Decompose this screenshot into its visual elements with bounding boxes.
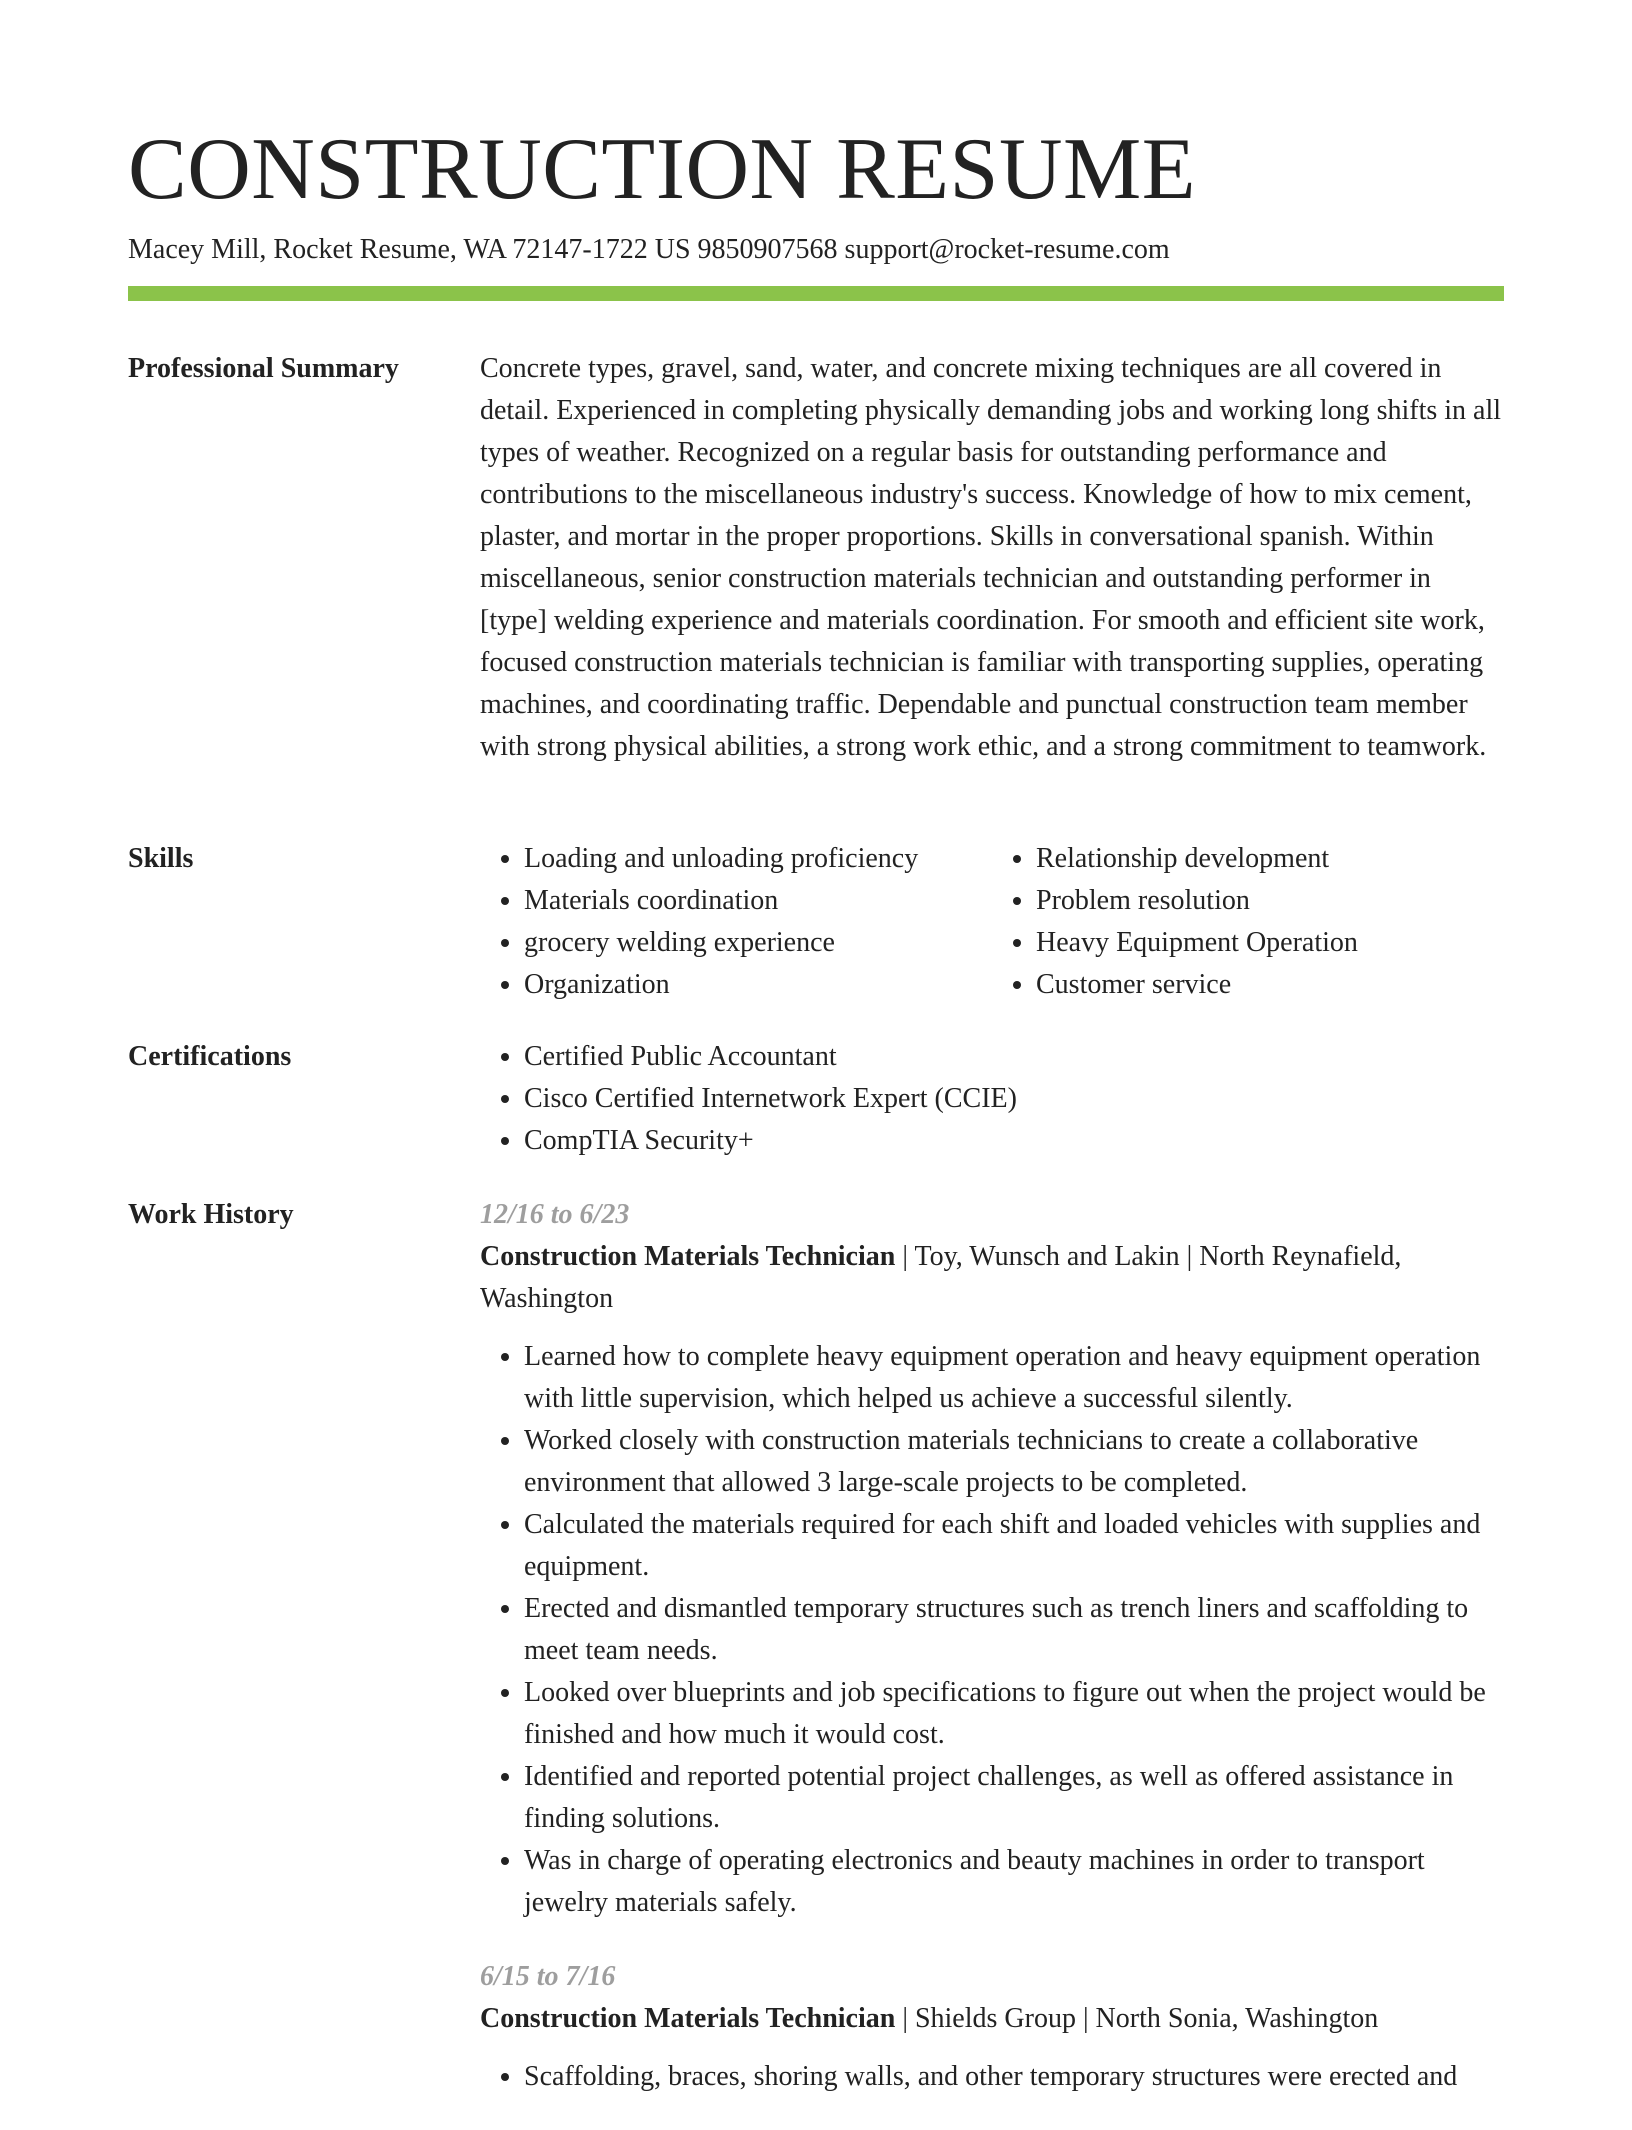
skill-item: • Organization [524, 964, 992, 1006]
work-history-body [480, 1194, 1504, 2130]
job-heading [480, 1236, 1504, 1320]
skill-item: • Heavy Equipment Operation [1036, 922, 1504, 964]
section-label-summary: Professional Summary [128, 353, 399, 384]
skills-list-right [992, 838, 1504, 1006]
certification-item: • CompTIA Security+ [524, 1120, 1504, 1162]
skill-item: • Relationship development [1036, 838, 1504, 880]
summary-body [480, 348, 1504, 768]
job-dates: 12/16 to 6/23 [480, 1199, 630, 1230]
skills-list-left [480, 838, 992, 1006]
job-bullet: • Calculated the materials required for each shift and loaded vehicles with supplies and equipment. [524, 1504, 1504, 1588]
job-bullets [480, 1336, 1504, 1924]
skill-item: • grocery welding experience [524, 922, 992, 964]
job-bullet: • Looked over blueprints and job specifications to figure out when the project would be finished and how much it would cost. [524, 1672, 1504, 1756]
job-bullet: • Was in charge of operating electronics and beauty machines in order to transport jewelry materials safely. [524, 1840, 1504, 1924]
skill-item: • Loading and unloading proficiency [524, 838, 992, 880]
certification-item: • Cisco Certified Internetwork Expert (CCIE) [524, 1078, 1504, 1120]
job-bullet: • Worked closely with construction materials technicians to create a collaborative environment that allowed 3 large-scale projects to be completed. [524, 1420, 1504, 1504]
job-details: | Toy, Wunsch and Lakin | North Reynafield, Washington [480, 1241, 1402, 1314]
job-bullet: • Erected and dismantled temporary structures such as trench liners and scaffolding to meet team needs. [524, 1588, 1504, 1672]
section-label-work-history: Work History [128, 1199, 294, 1230]
job-entry [480, 1194, 1504, 1924]
job-title: Construction Materials Technician [480, 1241, 896, 1272]
job-title: Construction Materials Technician [480, 2003, 896, 2034]
page-title: CONSTRUCTION RESUME [128, 121, 1197, 218]
skill-item: • Problem resolution [1036, 880, 1504, 922]
certification-item: • Certified Public Accountant [524, 1036, 1504, 1078]
contact-line: Macey Mill, Rocket Resume, WA 72147-1722 US 9850907568 support@rocket-resume.com [128, 234, 1170, 265]
job-heading [480, 1998, 1504, 2040]
skills-grid [480, 838, 1504, 1006]
job-bullets [480, 2056, 1504, 2098]
header-divider [128, 286, 1504, 301]
section-label-certifications: Certifications [128, 1041, 292, 1072]
section-label-skills: Skills [128, 843, 194, 874]
job-dates: 6/15 to 7/16 [480, 1961, 616, 1992]
job-entry [480, 1956, 1504, 2098]
skill-item: • Materials coordination [524, 880, 992, 922]
job-bullet: • Learned how to complete heavy equipment operation and heavy equipment operation with little supervision, which helped us achieve a successful silently. [524, 1336, 1504, 1420]
summary-text: Concrete types, gravel, sand, water, and concrete mixing techniques are all covered in detail. Experienced in completing physically demanding jobs and working long shifts in all types of weather. Recognized on a regular basis for outstanding performance and contributions to the miscellaneous industry's success. Knowledge of how to mix cement, plaster, and mortar in the proper proportions. Skills in conversational spanish. Within miscellaneous, senior construction materials technician and outstanding performer in [type] welding experience and materials coordination. For smooth and efficient site work, focused construction materials technician is familiar with transporting supplies, operating machines, and coordinating traffic. Dependable and punctual construction team member with strong physical abilities, a strong work ethic, and a strong commitment to teamwork. [480, 353, 1502, 762]
job-bullet: • Scaffolding, braces, shoring walls, and other temporary structures were erected and [524, 2056, 1504, 2098]
skill-item: • Customer service [1036, 964, 1504, 1006]
job-details: | Shields Group | North Sonia, Washington [895, 2003, 1379, 2034]
certifications-body [480, 1036, 1504, 1162]
certifications-list [480, 1036, 1504, 1162]
job-bullet: • Identified and reported potential project challenges, as well as offered assistance in finding solutions. [524, 1756, 1504, 1840]
